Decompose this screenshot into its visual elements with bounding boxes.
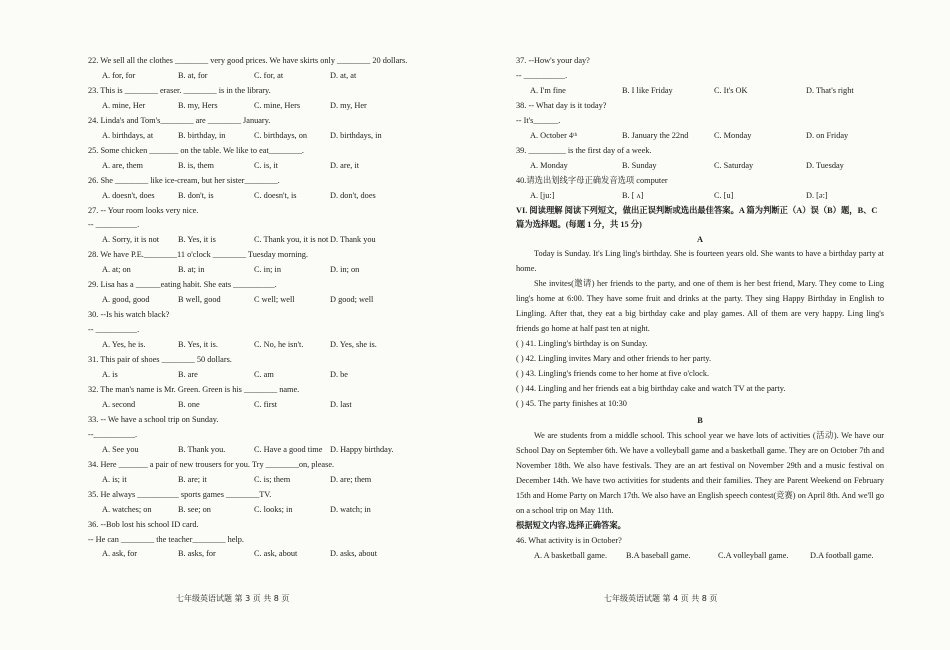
option-d: D. on Friday (806, 130, 849, 140)
question-stem: 37. --How's your day? (516, 56, 590, 65)
answer-options (88, 503, 480, 518)
option-b: B. asks, for (178, 549, 216, 559)
option-b: B. I like Friday (622, 85, 673, 95)
option-c: C. birthdays, on (254, 130, 308, 140)
true-false-item: ( ) 45. The party finishes at 10:30 (516, 399, 627, 409)
question-stem: 24. Linda's and Tom's________ are ________ January. (88, 115, 271, 125)
answer-options (88, 129, 480, 144)
true-false-item: ( ) 41. Lingling's birthday is on Sunday. (516, 339, 648, 349)
option-c: C. doesn't, is (254, 190, 297, 200)
option-d: D. don't, does (330, 190, 376, 200)
option-b: B. one (178, 399, 200, 409)
reading-section-title: VI. 阅读理解 阅读下列短文，做出正误判断或选出最佳答案。A 篇为判断正（A）误（B）题，B、C 篇为选择题。(每题 1 分，共 15 分) (516, 205, 878, 230)
option-a: A. watches; on (102, 504, 152, 514)
answer-options (516, 159, 884, 174)
option-c: C. [u] (714, 190, 734, 200)
option-b: B. Sunday (622, 160, 657, 170)
passage-a-paragraph: She invites(邀请) her friends to the party, and one of them is her best friend, Mary. They come to Ling ling's home at 6:00. They have some fruit and drinks at the party. They sing Happy Birthday in English to Lingling. After that, they eat a big birthday cake and play games. All of them are very happy. Ling ling's friends go home at half past ten at night. (516, 279, 884, 334)
true-false-item: ( ) 44. Lingling and her friends eat a big birthday cake and watch TV at the party. (516, 384, 786, 394)
option-a: A. See you (102, 444, 139, 454)
option-a: A. is; it (102, 474, 127, 484)
answer-options (88, 99, 480, 114)
option-a: A. ask, for (102, 549, 138, 559)
left-page (88, 54, 480, 562)
option-c: C. is; them (254, 474, 291, 484)
option-c: C. Have a good time (254, 444, 323, 454)
option-a: A. are, them (102, 160, 144, 170)
passage-b-label: B (697, 415, 703, 425)
option-c: C. am (254, 370, 274, 380)
option-b: B.A baseball game. (626, 550, 691, 560)
option-c: C. Monday (714, 130, 752, 140)
passage-a-label: A (697, 234, 703, 244)
option-b: B. at, for (178, 70, 208, 80)
option-a: A. for, for (102, 70, 136, 80)
option-b: B. Yes, it is. (178, 340, 218, 350)
option-c: C. is, it (254, 160, 278, 170)
option-b: B. is, them (178, 160, 214, 170)
option-a: A. A basketball game. (534, 550, 608, 560)
option-a: A. Yes, he is. (102, 340, 146, 350)
option-c: C. mine, Hers (254, 100, 301, 110)
option-a: A. birthdays, at (102, 130, 154, 140)
option-d: D. Yes, she is. (330, 340, 377, 350)
option-b: B. Yes, it is (178, 235, 216, 245)
answer-options (516, 189, 884, 204)
option-d: D. [ə:] (806, 190, 828, 200)
option-b: B. January the 22nd (622, 130, 689, 140)
option-d: D. are, it (330, 160, 360, 170)
option-c: C. No, he isn't. (254, 340, 304, 350)
option-d: D. at, at (330, 70, 357, 80)
question-stem: 22. We sell all the clothes ________ very good prices. We have skirts only ________ 20 dollars. (88, 56, 408, 65)
question-46-options (516, 549, 884, 564)
question-stem: 32. The man's name is Mr. Green. Green is his ________ name. (88, 384, 300, 394)
answer-options (88, 189, 480, 204)
left-page-footer: 七年级英语试题 第 3 页 共 8 页 (176, 594, 290, 603)
option-a: A. [ju:] (530, 190, 555, 200)
right-page-footer: 七年级英语试题 第 4 页 共 8 页 (604, 594, 718, 603)
answer-options (88, 443, 480, 458)
answer-options (516, 129, 884, 144)
option-c: C. Thank you, it is not (254, 235, 329, 245)
option-c: C well; well (254, 295, 295, 305)
answer-options (88, 69, 480, 84)
option-b: B. Thank you. (178, 444, 226, 454)
passage-b-paragraph: We are students from a middle school. This school year we have lots of activities (活动). We have our School Day on September 6th. We have a volleyball game and a basketball game. They are on October 7th and November 18th. We also have festivals. They are an art festival on November 29th and a music festival on December 14th. We have two activities for students and their families. They are Parent Weekend on February 15th and Home Party on March 17th. We also have an English speech contest(竞赛) on April 8th. And we'll go on a school trip on May 11th. (516, 430, 884, 515)
option-a: A. doesn't, does (102, 190, 155, 200)
dialogue-response: -- He can ________ the teacher________ help. (88, 534, 244, 544)
answer-options (88, 263, 480, 278)
option-a: A. second (102, 399, 136, 409)
question-46-stem: 46. What activity is in October? (516, 535, 622, 545)
passage-b (516, 429, 884, 519)
option-b: B. my, Hers (178, 100, 218, 110)
option-d: D. That's right (806, 85, 854, 95)
option-c: C. in; in (254, 265, 281, 275)
option-d: D. birthdays, in (330, 130, 382, 140)
question-stem: 31. This pair of shoes ________ 50 dollars. (88, 355, 232, 365)
answer-options (516, 84, 884, 99)
answer-options (88, 398, 480, 413)
option-a: A. mine, Her (102, 100, 146, 110)
question-stem: 27. -- Your room looks very nice. (88, 205, 199, 215)
question-stem: 23. This is ________ eraser. ________ is in the library. (88, 85, 271, 95)
question-stem: 38. -- What day is it today? (516, 100, 607, 110)
right-page (516, 54, 884, 564)
true-false-item: ( ) 43. Lingling's friends come to her home at five o'clock. (516, 369, 710, 379)
question-stem: 39. _________ is the first day of a week. (516, 145, 652, 155)
answer-options (88, 473, 480, 488)
option-b: B. are; it (178, 474, 207, 484)
option-d: D. Happy birthday. (330, 444, 394, 454)
passage-a (516, 247, 884, 337)
option-d: D. Tuesday (806, 160, 844, 170)
option-c: C.A volleyball game. (718, 550, 789, 560)
option-b: B. birthday, in (178, 130, 226, 140)
dialogue-response: -- __________. (88, 325, 140, 335)
option-b: B. don't, is (178, 190, 214, 200)
dialogue-response: --__________. (88, 429, 138, 439)
option-d: D.A football game. (810, 550, 874, 560)
question-stem: 40.请选出划线字母正确发音选项 computer (516, 175, 668, 185)
option-c: C. ask, about (254, 549, 298, 559)
option-a: A. Sorry, it is not (102, 235, 160, 245)
option-c: C. for, at (254, 70, 284, 80)
question-stem: 35. He always __________ sports games ________TV. (88, 489, 272, 499)
option-d: D. watch; in (330, 504, 371, 514)
option-d: D. last (330, 399, 352, 409)
option-d: D. in; on (330, 265, 360, 275)
option-d: D good; well (330, 295, 374, 305)
passage-b-instruction: 根据短文内容,选择正确答案。 (516, 520, 626, 530)
answer-options (88, 233, 480, 248)
option-a: A. I'm fine (530, 85, 566, 95)
true-false-block (516, 337, 884, 412)
true-false-item: ( ) 42. Lingling invites Mary and other friends to her party. (516, 354, 712, 364)
option-b: B. at; in (178, 265, 205, 275)
option-d: D. are; them (330, 474, 372, 484)
option-d: D. Thank you (330, 235, 376, 245)
option-a: A. October 4ᵗʰ (530, 130, 578, 140)
answer-options (88, 338, 480, 353)
option-a: A. at; on (102, 265, 131, 275)
answer-options (88, 159, 480, 174)
option-d: D. my, Her (330, 100, 367, 110)
option-d: D. asks, about (330, 549, 378, 559)
option-b: B well, good (178, 295, 221, 305)
option-c: C. Saturday (714, 160, 754, 170)
right-mcq-block (516, 54, 884, 204)
option-b: B. see; on (178, 504, 211, 514)
option-d: D. be (330, 370, 348, 380)
option-b: B. [ ʌ] (622, 190, 644, 200)
option-a: A. good, good (102, 295, 150, 305)
question-stem: 36. --Bob lost his school ID card. (88, 519, 199, 529)
answer-options (88, 547, 480, 562)
dialogue-response: -- __________. (88, 220, 140, 230)
option-a: A. is (102, 370, 118, 380)
dialogue-response: -- __________. (516, 70, 568, 80)
option-c: C. It's OK (714, 85, 748, 95)
answer-options (88, 293, 480, 308)
question-stem: 26. She ________ like ice-cream, but her sister________. (88, 175, 280, 185)
question-stem: 33. -- We have a school trip on Sunday. (88, 414, 219, 424)
question-stem: 30. --Is his watch black? (88, 310, 170, 320)
question-stem: 25. Some chicken _______ on the table. We like to eat________. (88, 145, 305, 155)
option-c: C. looks; in (254, 504, 293, 514)
passage-a-paragraph: Today is Sunday. It's Ling ling's birthday. She is fourteen years old. She wants to have a birthday party at home. (516, 249, 884, 274)
question-stem: 29. Lisa has a ______eating habit. She eats __________. (88, 280, 277, 290)
answer-options (88, 368, 480, 383)
option-a: A. Monday (530, 160, 568, 170)
option-c: C. first (254, 399, 278, 409)
question-stem: 28. We have P.E.________11 o'clock ________ Tuesday morning. (88, 250, 308, 260)
question-stem: 34. Here _______ a pair of new trousers for you. Try ________on, please. (88, 459, 335, 469)
dialogue-response: -- It's______. (516, 115, 561, 125)
option-b: B. are (178, 370, 198, 380)
